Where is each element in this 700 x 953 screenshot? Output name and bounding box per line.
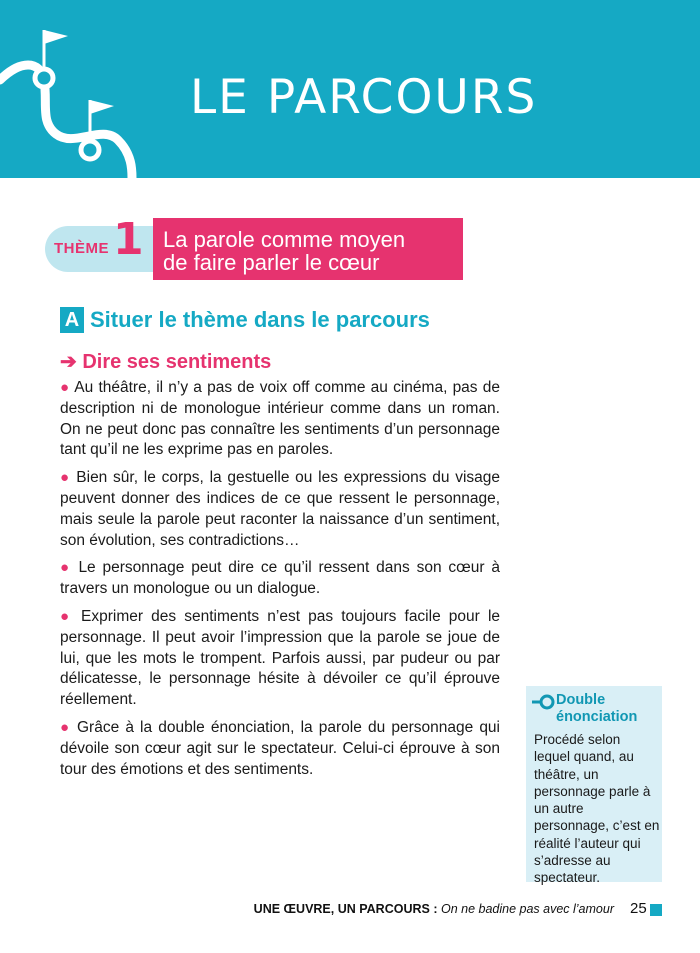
list-item-text: Le personnage peut dire ce qu’il ressent dans son cœur à travers un monologue ou un dialogue. (60, 559, 501, 598)
list-item (60, 607, 500, 711)
footer-work-title: On ne badine pas avec l’amour (440, 902, 614, 916)
body-text (60, 378, 500, 787)
page-number: 25 (630, 900, 647, 917)
definition-title-line: énonciation (556, 709, 638, 725)
theme-number: 1 (113, 214, 144, 265)
path-flags-icon (0, 0, 180, 178)
arrow-right-icon: ➔ (60, 351, 77, 373)
definition-title-line: Double (556, 692, 606, 708)
bullet-dot-icon: ● (60, 559, 72, 577)
theme-word: THÈME (54, 240, 109, 257)
bullet-dot-icon: ● (60, 718, 71, 736)
page-marker (650, 904, 662, 916)
footer-label: UNE ŒUVRE, UN PARCOURS : (253, 902, 438, 916)
section-title: Situer le thème dans le parcours (90, 307, 430, 332)
page-title: LE PARCOURS (190, 70, 538, 125)
key-ring-icon (532, 694, 556, 710)
footer-running-title (254, 902, 614, 916)
list-item-text: Grâce à la double énonciation, la parole du personnage qui dévoile son cœur agit sur le spectateur. Celui-ci éprouve à son tour des émotions et des sentiments. (60, 718, 501, 778)
theme-title-line: de faire parler le cœur (163, 250, 380, 275)
subheading (60, 349, 271, 374)
definition-sidebar (526, 686, 662, 886)
bullet-dot-icon: ● (60, 379, 70, 396)
list-item (60, 718, 500, 780)
list-item-text: Exprimer des sentiments n’est pas toujours facile pour le personnage. Il peut avoir l’impression que la parole se joue de lui, que les mots le trompent. Parfois aussi, par pudeur ou par délicatesse, le personnage hésite à dévoiler ce qu’il éprouve réellement. (60, 607, 501, 709)
theme-title (163, 228, 405, 274)
theme-title-line: La parole comme moyen (163, 227, 406, 252)
list-item (60, 558, 500, 600)
section-letter: A (60, 307, 84, 333)
subheading-text: Dire ses sentiments (82, 351, 272, 373)
list-item-text: Bien sûr, le corps, la gestuelle ou les expressions du visage peuvent donner des indices de ce que ressent le personnage, mais seule la parole peut raconter la naissance d’un sentiment, son évolution, ses contradictions… (60, 469, 501, 549)
definition-title (556, 692, 637, 726)
definition-text: Procédé selon lequel quand, au théâtre, un personnage parle à un autre personnage, c’est en réalité l’auteur qui s’adresse au spectateur. (534, 732, 660, 886)
bullet-dot-icon: ● (60, 607, 73, 625)
header-banner (0, 0, 700, 178)
bullet-dot-icon: ● (60, 469, 71, 487)
list-item (60, 468, 500, 551)
list-item-text: Au théâtre, il n’y a pas de voix off comme au cinéma, pas de description ni de monologue intérieur comme dans un roman. On ne peut donc pas connaître les sentiments d’un personnage tant qu’il ne les exprime pas en paroles. (60, 379, 500, 459)
list-item (60, 378, 500, 461)
theme-title-box (153, 218, 463, 280)
